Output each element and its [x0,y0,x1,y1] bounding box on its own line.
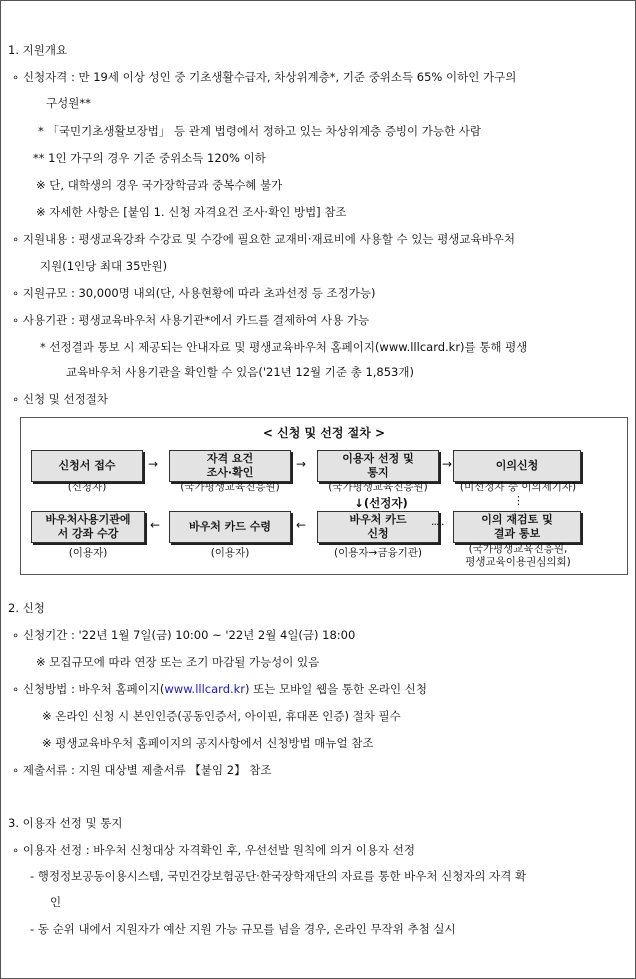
step-selection-actor: (국가평생교육진흥원) [328,481,428,493]
arrow-right-icon: → [442,457,453,471]
application-period-line: ∘ 신청기간 : '22년 1월 7일(금) 10:00 ~ '22년 2월 4일(금) 18:00 [12,628,356,642]
step-objection: 이의신청 [453,450,581,482]
step-take-course: 바우처사용기관에 서 강좌 수강 [31,511,145,543]
step-objection-actor: (미선정자 중 이의제기자) [459,481,577,493]
arrow-right-icon: → [148,457,159,471]
arrow-left-icon: ← [296,518,307,532]
arrow-left-icon: ← [150,518,161,532]
step-selection-notice: 이용자 선정 및 통지 [317,450,439,482]
method-note-2: ※ 평생교육바우처 홈페이지의 공지사항에서 신청방법 매뉴얼 참조 [42,736,374,750]
step-card-receipt-actor: (이용자) [210,547,250,559]
homepage-link[interactable]: www.lllcard.kr [164,682,246,696]
step-review-actor: (국가평생교육진흥원, 평생교육이용권심의회) [465,543,571,568]
eligibility-cont: 구성원** [46,96,91,110]
method-note-1: ※ 온라인 신청 시 본인인증(공동인증서, 아이핀, 휴대폰 인증) 절차 필수 [42,709,401,723]
usage-note-cont: 교육바우처 사용기관을 확인할 수 있음('21년 12월 기준 총 1,853개) [66,365,414,379]
section-2-title: 2. 신청 [8,601,45,615]
procedure-diagram [20,417,628,575]
period-note: ※ 모집규모에 따라 연장 또는 조기 마감될 가능성이 있음 [36,655,320,669]
step-card-apply: 바우처 카드 신청 [317,511,439,543]
application-method-line: ∘ 신청방법 : 바우처 홈페이지(www.lllcard.kr) 또는 모바일 웹을 통한 온라인 신청 [12,682,427,696]
usage-note: * 선정결과 통보 시 제공되는 안내자료 및 평생교육바우처 홈페이지(www.lllcard.kr)를 통해 평생 [40,340,528,354]
step-eligibility-check: 자격 요건 조사·확인 [169,450,291,482]
section-1-title: 1. 지원개요 [8,43,68,57]
note-1: * 「국민기초생활보장법」 등 관계 법령에서 정하고 있는 차상위계층 증빙이 가능한 사람 [38,124,482,138]
selection-detail-1-cont: 인 [50,895,62,909]
dotted-arrow-down-icon: ⋮ [513,494,523,507]
eligibility-line: ∘ 신청자격 : 만 19세 이상 성인 중 기초생활수급자, 차상위계층*, 기준 중위소득 65% 이하인 가구의 [12,70,517,84]
support-content-line: ∘ 지원내용 : 평생교육강좌 수강료 및 수강에 필요한 교재비·재료비에 사용할 수 있는 평생교육바우처 [12,232,515,246]
section-3-title: 3. 이용자 선정 및 통지 [8,816,123,830]
step-review-result: 이의 재검토 및 결과 통보 [453,511,581,543]
note-4: ※ 자세한 사항은 [붙임 1. 신청 자격요건 조사·확인 방법] 참조 [36,205,347,219]
selected-arrow-label: ↓(선정자) [354,496,408,510]
selection-line: ∘ 이용자 선정 : 바우처 신청대상 자격확인 후, 우선선발 원칙에 의거 이용자 선정 [12,843,415,857]
selection-detail-1: - 행정정보공동이용시스템, 국민건강보험공단·한국장학재단의 자료를 통한 바우처 신청자의 자격 확 [30,869,527,883]
dotted-arrow-left-icon: ····· [431,518,444,531]
usage-institution-line: ∘ 사용기관 : 평생교육바우처 사용기관*에서 카드를 결제하여 사용 가능 [12,313,370,327]
diagram-title: < 신청 및 선정 절차 > [262,426,386,440]
step-card-receipt: 바우처 카드 수령 [169,511,291,543]
support-content-cont: 지원(1인당 최대 35만원) [40,259,168,273]
selection-detail-2: - 동 순위 내에서 지원자가 예산 지원 가능 규모를 넘을 경우, 온라인 무작위 추첨 실시 [30,922,456,936]
step-application-received: 신청서 접수 [31,450,143,482]
step-course-actor: (이용자) [68,547,108,559]
note-2: ** 1인 가구의 경우 기준 중위소득 120% 이하 [33,151,266,165]
step-eligibility-actor: (국가평생교육진흥원) [180,481,280,493]
documents-line: ∘ 제출서류 : 지원 대상별 제출서류 【붙임 2】 참조 [12,763,272,777]
step-application-actor: (신청자) [67,481,107,493]
note-3: ※ 단, 대학생의 경우 국가장학금과 중복수혜 불가 [36,178,283,192]
support-scale-line: ∘ 지원규모 : 30,000명 내외(단, 사용현황에 따라 초과선정 등 조정가능) [12,286,376,300]
arrow-right-icon: → [296,457,307,471]
step-card-apply-actor: (이용자→금융기관) [334,547,422,559]
procedure-heading: ∘ 신청 및 선정절차 [12,392,108,406]
